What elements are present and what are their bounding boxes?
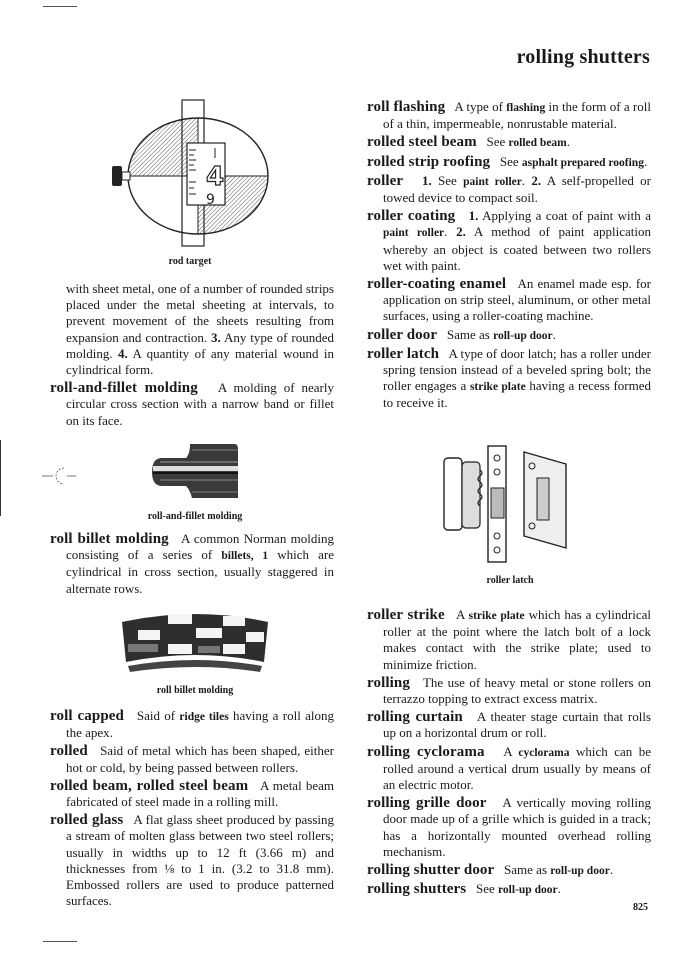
entry-roller-door: roller door Same as roll-up door. [367,326,556,343]
headword: roller latch [367,345,440,362]
entry-rolling-grille-door: rolling grille door A vertically moving rolling door made up of a grille which is guided in a track; has a horizontally mounted overhead rolling mechanism. [367,795,651,859]
cross-reference-link[interactable]: flashing [506,102,546,114]
headword: rolling shutters [367,881,467,898]
figure-caption-rod-target: rod target [168,256,212,267]
cross-reference-link[interactable]: strike plate [469,381,526,394]
headword: roller-coating enamel [367,276,507,293]
left-column-bottom [50,708,334,911]
headword: rolling [367,674,410,691]
cross-reference-link[interactable]: cyclorama [518,746,570,759]
headword: roller [367,172,404,189]
entry-roller-coating: roller coating 1. Applying a coat of paint with a paint roller. 2. A method of paint application whereby an object is coated between two rollers wet with paint. [367,208,651,273]
figure-caption-roller-latch: roller latch [486,575,534,586]
binding-mark-left [0,440,1,516]
headword: rolled steel beam [367,134,477,151]
figure-caption-roll-and-fillet: roll-and-fillet molding [147,511,243,522]
headword: rolling cyclorama [367,743,485,760]
headword: roller strike [367,607,445,623]
cross-reference-link[interactable]: paint roller [383,227,445,240]
left-column-top [50,281,334,431]
headword: rolling grille door [367,795,487,812]
page-number: 825 [633,902,648,913]
headword: rolled strip roofing [367,153,491,170]
cross-reference-link[interactable]: paint roller [463,175,522,188]
entry-roll-and-fillet-molding: roll-and-fillet molding A molding of nearly circular cross section with a narrow band or fillet on its face. [50,380,334,428]
roller-latch-illustration [440,440,570,565]
entry-roller-coating-enamel: roller-coating enamel An enamel made esp. for application on strip steel, aluminum, or other metal surfaces, using a roller-coating machine. [367,276,651,324]
headword: rolled beam, rolled steel beam [50,777,249,794]
cross-reference-link[interactable]: asphalt prepared roofing [521,156,644,169]
cross-reference-link[interactable]: roll-up door [493,329,553,342]
entry-roller-latch: roller latch A type of door latch; has a roller under spring tension instead of a beveled spring bolt; the roller engages a strike plate having a recess formed to receive it. [367,345,652,411]
headword: roll-and-fillet molding [50,380,198,397]
entry-rolling-cyclorama: rolling cyclorama A cyclorama which can be rolled around a vertical drum usually by means of an electric motor. [367,743,651,793]
entry-rolled-strip-roofing: rolled strip roofing See asphalt prepared roofing. [367,153,648,170]
entry-roller-strike: roller strike A strike plate which has a cylindrical roller at the point where the latch bolt of a lock makes contact with the strike plate; used to minimize friction. [367,607,651,672]
cross-reference-link[interactable]: strike plate [468,610,525,622]
entry-rolling-curtain: rolling curtain A theater stage curtain that rolls up on a horizontal drum or roll. [367,709,651,741]
left-column-middle [50,531,334,599]
headword: rolled [50,743,88,760]
headword: rolling curtain [367,709,463,726]
entry-roll-flashing: roll flashing A type of flashing in the form of a roll of a thin, impermeable, nonrustable material. [367,99,651,132]
right-column-bottom [367,607,651,900]
entry-roller: roller 1. See paint roller. 2. A self-propelled or towed device to compact soil. [367,172,652,206]
headword: roller coating [367,208,456,225]
entry-rolled-glass: rolled glass A flat glass sheet produced by passing a stream of molten glass between two steel rollers; usually in widths up to 12 ft (3.66 m) and thicknesses from ⅛ to 1 in. (3.2 to 31.8 mm). Embossed rollers are used to produce patterned surfaces. [50,812,334,909]
cross-reference-link[interactable]: rolled beam [508,137,567,150]
cross-reference-link[interactable]: ridge tiles [179,711,229,723]
svg-text:4: 4 [206,162,225,192]
right-column-top [367,99,651,414]
headword: roll billet molding [50,531,169,547]
entry-rolled-beam: rolled beam, rolled steel beam A metal beam fabricated of steel made in a rolling mill. [50,777,335,810]
headword: roller door [367,326,438,343]
headword: roll flashing [367,99,446,115]
cross-reference-link[interactable]: roll-up door [498,884,558,897]
running-head: rolling shutters [516,46,650,68]
roll-billet-molding-illustration [118,610,273,680]
entry-rolling: rolling The use of heavy metal or stone rollers on terrazzo topping to extract excess matrix. [367,674,652,707]
figure-caption-roll-billet: roll billet molding [156,685,234,696]
headword: rolling shutter door [367,862,495,879]
entry-rolled: rolled Said of metal which has been shaped, either hot or cold, by being passed between rollers. [50,743,334,775]
entry-rolled-steel-beam: rolled steel beam See rolled beam. [367,134,571,151]
entry-roll-capped: roll capped Said of ridge tiles having a roll along the apex. [50,708,334,741]
crop-mark-top [43,6,77,7]
cross-reference-link[interactable]: roll-up door [550,865,610,878]
headword: rolled glass [50,812,124,829]
entry-roll-continuation: with sheet metal, one of a number of rounded strips placed under the metal sheeting at intervals, to prevent movement of the sheets resulting from expansion and contraction. 3. Any type of rounded molding. 4. A quantity of any material wound in cylindrical form. [66,281,334,378]
crop-mark-bottom [43,941,77,942]
headword: roll capped [50,708,124,724]
entry-rolling-shutter-door: rolling shutter door Same as roll-up door. [367,862,614,879]
rod-target-illustration [110,98,275,248]
entry-rolling-shutters: rolling shutters See roll-up door. [367,881,561,898]
roll-and-fillet-molding-illustration [150,440,240,505]
entry-roll-billet-molding: roll billet molding A common Norman molding consisting of a series of billets, 1 which are cylindrical in cross section, usually staggered in alternate rows. [50,531,335,596]
cross-reference-link[interactable]: billets, 1 [221,550,269,563]
svg-text:9: 9 [206,192,215,208]
registration-mark-icon [40,463,80,489]
